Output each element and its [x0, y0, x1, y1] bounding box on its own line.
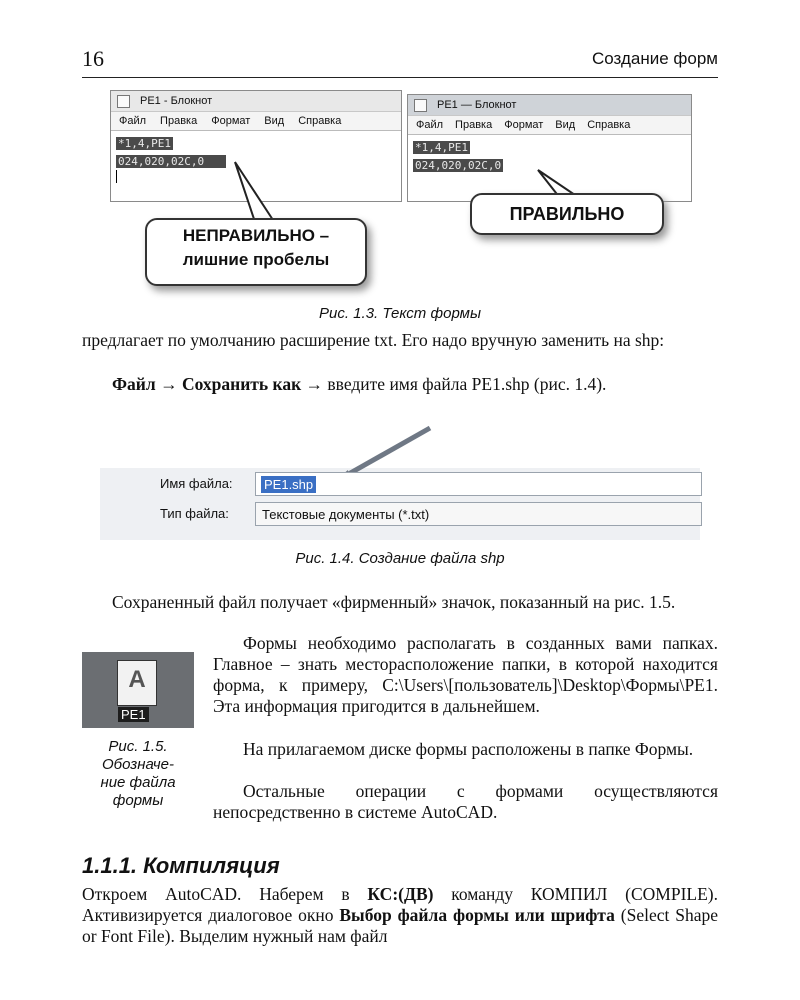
menu-view[interactable]: Вид	[264, 115, 285, 127]
figure-1-3-caption: Рис. 1.3. Текст формы	[319, 305, 481, 322]
instruction-arrow: →	[155, 374, 182, 394]
paragraph-folder-location: Формы необходимо располагать в созданных вами папках. Главное – знать месторасположение папки, в которой находится форма, к примеру, C:\Users\[пользователь]\Desktop\Формы\PE1. Эта информация пригодится в дальнейшем.	[213, 633, 718, 716]
text-line-2: 024,020,02C,0	[415, 159, 502, 172]
menu-edit[interactable]: Правка	[455, 119, 493, 131]
text-line-1: *1,4,PE1	[118, 137, 171, 150]
header-rule	[82, 77, 718, 78]
file-type-label: Тип файла:	[160, 506, 229, 521]
callout-right-text: ПРАВИЛЬНО	[509, 204, 625, 224]
caption-line-3: ние файла	[100, 774, 176, 791]
text-line-2: 024,020,02C,0	[116, 155, 226, 168]
menu-view[interactable]: Вид	[555, 119, 576, 131]
compile-bold-dialog: Выбор файла формы или шрифта	[339, 905, 615, 925]
paragraph-operations: Остальные операции с формами осуществляются непосредственно в системе AutoCAD.	[213, 781, 718, 822]
pointer-wrong	[235, 162, 273, 222]
menu-help[interactable]: Справка	[587, 119, 631, 131]
icon-letter: A	[128, 666, 146, 693]
menu-help[interactable]: Справка	[298, 115, 342, 127]
section-heading: 1.1.1. Компиляция	[82, 853, 280, 878]
notepad-title: PE1 — Блокнот	[437, 99, 517, 111]
figure-1-5-caption	[82, 738, 194, 810]
instruction-save-as: Сохранить как	[181, 374, 302, 394]
text-line-1: *1,4,PE1	[415, 141, 468, 154]
paragraph-saved-file: Сохраненный файл получает «фирменный» значок, показанный на рис. 1.5.	[112, 592, 676, 612]
file-name-value: PE1.shp	[261, 476, 316, 493]
caption-line-1: Рис. 1.5.	[108, 738, 168, 755]
caption-line-2: Обозначе-	[102, 756, 174, 773]
compile-part-1: Откроем AutoCAD. Наберем в	[82, 884, 368, 904]
document-icon	[117, 660, 157, 706]
icon-label: PE1	[118, 707, 149, 722]
menu-file[interactable]: Файл	[416, 119, 444, 131]
instruction-rest: → введите имя файла PE1.shp (рис. 1.4).	[301, 374, 607, 394]
file-type-select[interactable]	[255, 502, 702, 526]
paragraph-extension: предлагает по умолчанию расширение txt. Его надо вручную заменить на shp:	[82, 330, 665, 350]
figure-1-3	[105, 90, 690, 295]
compile-bold-kc: КС:(ДВ)	[367, 884, 434, 904]
page-number: 16	[82, 46, 104, 71]
file-name-label: Имя файла:	[160, 476, 233, 491]
menu-format[interactable]: Формат	[211, 115, 251, 127]
file-type-value: Текстовые документы (*.txt)	[262, 507, 430, 522]
figure-1-4-caption: Рис. 1.4. Создание файла shp	[295, 550, 505, 567]
compile-part-3: (Select Shape or Font File). Выделим нужный нам файл	[82, 905, 718, 946]
menu-edit[interactable]: Правка	[160, 115, 198, 127]
instruction-line	[82, 374, 718, 395]
caption-line-4: формы	[112, 792, 164, 809]
file-name-input[interactable]	[255, 472, 702, 496]
compile-part-2: команду КОМПИЛ (COMPILE). Активизируется диалоговое окно	[82, 884, 718, 925]
instruction-file: Файл	[112, 374, 156, 394]
save-dialog	[100, 420, 700, 540]
running-title: Создание форм	[592, 49, 718, 68]
file-icon-figure	[82, 652, 194, 728]
menu-file[interactable]: Файл	[119, 115, 147, 127]
paragraph-disk: На прилагаемом диске формы расположены в папке Формы.	[243, 739, 694, 759]
callout-right	[470, 193, 664, 235]
callout-wrong-line-1: НЕПРАВИЛЬНО –	[182, 226, 330, 245]
callout-wrong	[145, 218, 367, 286]
paragraph-compile	[82, 884, 718, 947]
notepad-title: PE1 - Блокнот	[140, 95, 213, 107]
menu-format[interactable]: Формат	[504, 119, 544, 131]
callout-wrong-line-2: лишние пробелы	[182, 250, 330, 269]
